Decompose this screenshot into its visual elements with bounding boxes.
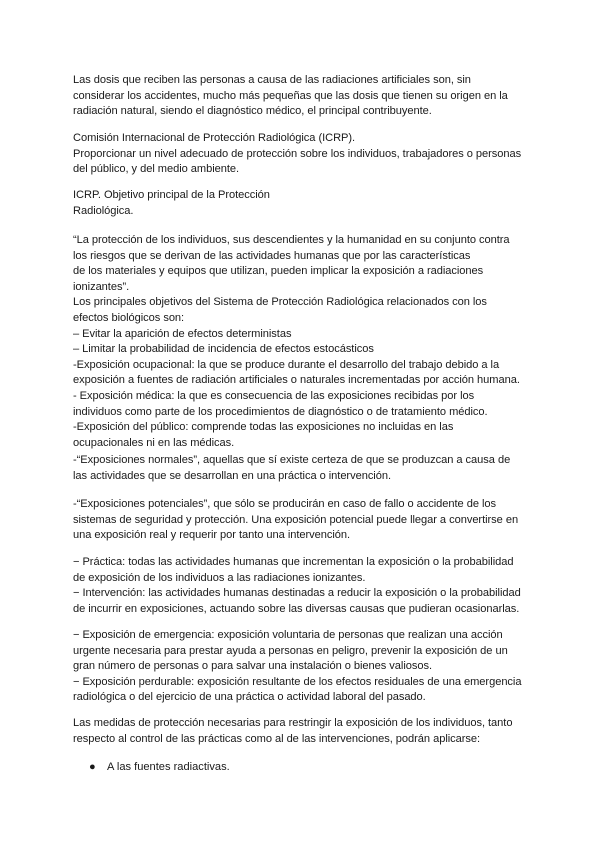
list-item-text: A las fuentes radiactivas. bbox=[107, 761, 230, 773]
text-line: − Intervención: las actividades humanas destinadas a reducir la exposición o la probabilidad bbox=[73, 587, 521, 600]
text-line: exposición a fuentes de radiación artificiales o naturales incrementadas por acción humana. bbox=[73, 374, 520, 387]
text-line: del público, y del medio ambiente. bbox=[73, 163, 240, 176]
text-line: -Exposición del público: comprende todas las exposiciones no incluidas en las bbox=[73, 421, 454, 434]
text-line: Comisión Internacional de Protección Radiológica (ICRP). bbox=[73, 132, 356, 144]
text-line: radiológica o del ejercicio de una práctica o actividad laboral del pasado. bbox=[73, 691, 426, 704]
text-line: Los principales objetivos del Sistema de Protección Radiológica relacionados con los bbox=[73, 296, 487, 309]
text-line: Las dosis que reciben las personas a causa de las radiaciones artificiales son, sin bbox=[73, 74, 471, 86]
text-line: sistemas de seguridad y protección. Una exposición potencial puede llegar a convertirse en bbox=[73, 513, 519, 526]
paragraph-potential-exposures bbox=[73, 497, 525, 544]
text-line: − Exposición perdurable: exposición resultante de los efectos residuales de una emergencia bbox=[73, 675, 522, 688]
text-line: urgente necesaria para prestar ayuda a personas en peligro, prevenir la exposición de un bbox=[73, 644, 508, 657]
list-item bbox=[89, 760, 230, 776]
text-line: Proporcionar un nivel adecuado de protección sobre los individuos, trabajadores o personas bbox=[73, 147, 522, 160]
text-line: de exposición de los individuos a las radiaciones ionizantes. bbox=[73, 571, 366, 584]
text-line: las actividades que se desarrollan en una práctica o intervención. bbox=[73, 469, 391, 482]
text-line: gran número de personas o para salvar una instalación o bienes valiosos. bbox=[73, 660, 433, 673]
text-line: considerar los accidentes, mucho más pequeñas que las dosis que tienen su origen en la bbox=[73, 89, 508, 102]
text-line: − Práctica: todas las actividades humanas que incrementan la exposición o la probabilidad bbox=[73, 556, 514, 568]
paragraph-protection-objectives bbox=[73, 233, 525, 451]
text-line: -“Exposiciones potenciales”, que sólo se producirán en caso de fallo o accidente de los bbox=[73, 498, 497, 510]
text-line: ICRP. Objetivo principal de la Protección bbox=[73, 189, 270, 201]
text-line: una exposición real y requerir por tanto una intervención. bbox=[73, 529, 351, 542]
paragraph-artificial-doses bbox=[73, 73, 525, 120]
text-line: radiación natural, siendo el diagnóstico médico, el principal contribuyente. bbox=[73, 105, 432, 118]
text-line: efectos biológicos son: bbox=[73, 311, 185, 324]
text-line: de los materiales y equipos que utilizan, pueden implicar la exposición a radiaciones bbox=[73, 265, 484, 278]
text-line: ocupacionales ni en las médicas. bbox=[73, 436, 235, 449]
text-line: -Exposición ocupacional: la que se produce durante el desarrollo del trabajo debido a la bbox=[73, 358, 500, 371]
paragraph-icrp bbox=[73, 131, 525, 178]
text-line: individuos como parte de los procedimientos de diagnóstico o de tratamiento médico. bbox=[73, 405, 488, 418]
paragraph-protection-measures bbox=[73, 716, 525, 747]
text-line: - Exposición médica: la que es consecuencia de las exposiciones recibidas por los bbox=[73, 389, 475, 402]
text-line: Las medidas de protección necesarias para restringir la exposición de los individuos, tanto bbox=[73, 717, 513, 729]
text-line: – Limitar la probabilidad de incidencia de efectos estocásticos bbox=[73, 343, 374, 356]
text-line: – Evitar la aparición de efectos deterministas bbox=[73, 327, 292, 340]
text-line: de incurrir en exposiciones, actuando sobre las diversas causas que pudieran ocasionarlas. bbox=[73, 602, 520, 615]
text-line: los riesgos que se derivan de las actividades humanas que por las características bbox=[73, 249, 471, 262]
text-line: “La protección de los individuos, sus descendientes y la humanidad en su conjunto contra bbox=[73, 234, 510, 246]
text-line: -“Exposiciones normales”, aquellas que sí existe certeza de que se produzcan a causa de bbox=[73, 454, 511, 466]
paragraph-emergency-exposure bbox=[73, 628, 525, 706]
text-line: respecto al control de las prácticas como al de las intervenciones, podrán aplicarse: bbox=[73, 732, 481, 745]
text-line: ionizantes”. bbox=[73, 280, 130, 293]
bullet-icon: ● bbox=[89, 761, 96, 773]
text-line: − Exposición de emergencia: exposición voluntaria de personas que realizan una acción bbox=[73, 629, 503, 641]
paragraph-icrp-objective-heading bbox=[73, 188, 525, 219]
paragraph-normal-exposures bbox=[73, 453, 525, 484]
text-line: Radiológica. bbox=[73, 204, 134, 217]
paragraph-practice-intervention bbox=[73, 555, 525, 617]
